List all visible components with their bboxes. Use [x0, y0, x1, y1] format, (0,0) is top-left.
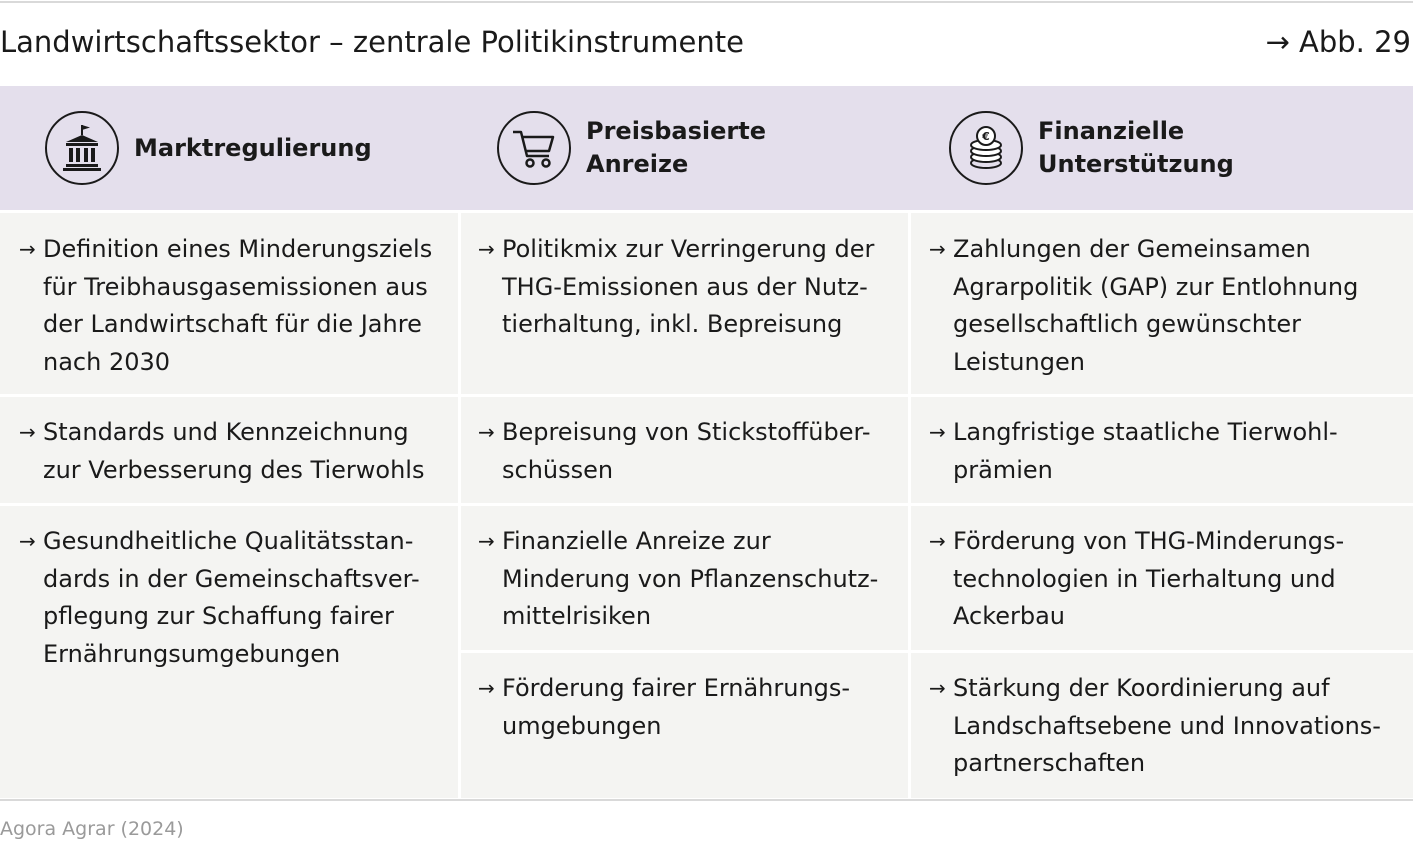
- column-heading: Preisbasierte Anreize: [586, 117, 766, 178]
- svg-text:€: €: [982, 130, 990, 143]
- list-item: → Förderung von THG-Minderungs- technologien in Tierhaltung und Ackerbau: [953, 523, 1344, 636]
- table-cell: [461, 213, 908, 394]
- list-item: → Gesundheitliche Qualitätsstan- dards in der Gemeinschaftsver- pflegung zur Schaffung fairer Ernährungsumgebungen: [43, 523, 420, 673]
- table-cell: [0, 213, 458, 394]
- list-item: → Langfristige staatliche Tierwohl- prämien: [953, 414, 1338, 489]
- table-cell: [911, 213, 1413, 394]
- column-header-finanzielle-unterstuetzung: [949, 86, 1234, 210]
- list-item: → Finanzielle Anreize zur Minderung von Pflanzenschutz- mittelrisiken: [502, 523, 878, 636]
- table-cell: [0, 506, 458, 798]
- table-cell: [911, 397, 1413, 503]
- list-item: → Bepreisung von Stickstoffüber- schüssen: [502, 414, 871, 489]
- column-header-marktregulierung: [45, 86, 372, 210]
- arrow-right-icon: →: [19, 237, 36, 261]
- column-header-preisbasierte-anreize: [497, 86, 766, 210]
- arrow-right-icon: →: [478, 529, 495, 553]
- table-cell: [461, 397, 908, 503]
- arrow-right-icon: →: [19, 529, 36, 553]
- arrow-right-icon: →: [929, 529, 946, 553]
- arrow-right-icon: →: [478, 676, 495, 700]
- list-item: → Politikmix zur Verringerung der THG-Emissionen aus der Nutz- tierhaltung, inkl. Bepreisung: [502, 231, 874, 344]
- table-cell: [461, 653, 908, 798]
- list-item: → Definition eines Minderungsziels für Treibhausgasemissionen aus der Landwirtschaft für die Jahre nach 2030: [43, 231, 432, 381]
- table-cell: [0, 397, 458, 503]
- list-item: → Standards und Kennzeichnung zur Verbesserung des Tierwohls: [43, 414, 424, 489]
- table-cell: [911, 506, 1413, 650]
- arrow-right-icon: →: [929, 420, 946, 444]
- euro-coin-stack-icon: [949, 111, 1023, 185]
- column-heading: Finanzielle Unterstützung: [1038, 117, 1234, 178]
- title-row: [0, 22, 1411, 66]
- list-item: → Stärkung der Koordinierung auf Landschaftsebene und Innovations- partnerschaften: [953, 670, 1381, 783]
- arrow-right-icon: →: [929, 676, 946, 700]
- figure-title: Landwirtschaftssektor – zentrale Politikinstrumente: [0, 25, 744, 59]
- top-rule: [0, 1, 1413, 3]
- arrow-right-icon: →: [478, 237, 495, 261]
- arrow-right-icon: →: [929, 237, 946, 261]
- table-cell: [461, 506, 908, 650]
- source-note: Agora Agrar (2024): [0, 818, 184, 840]
- list-item: → Förderung fairer Ernährungs- umgebungen: [502, 670, 850, 745]
- arrow-right-icon: →: [478, 420, 495, 444]
- shopping-cart-icon: [497, 111, 571, 185]
- list-item: → Zahlungen der Gemeinsamen Agrarpolitik (GAP) zur Entlohnung gesellschaftlich gewünschter Leistungen: [953, 231, 1358, 381]
- figure-reference: → Abb. 29: [1265, 25, 1411, 59]
- bottom-rule: [0, 799, 1413, 801]
- arrow-right-icon: →: [19, 420, 36, 444]
- table-cell: [911, 653, 1413, 798]
- column-heading: Marktregulierung: [134, 133, 372, 162]
- government-building-icon: [45, 111, 119, 185]
